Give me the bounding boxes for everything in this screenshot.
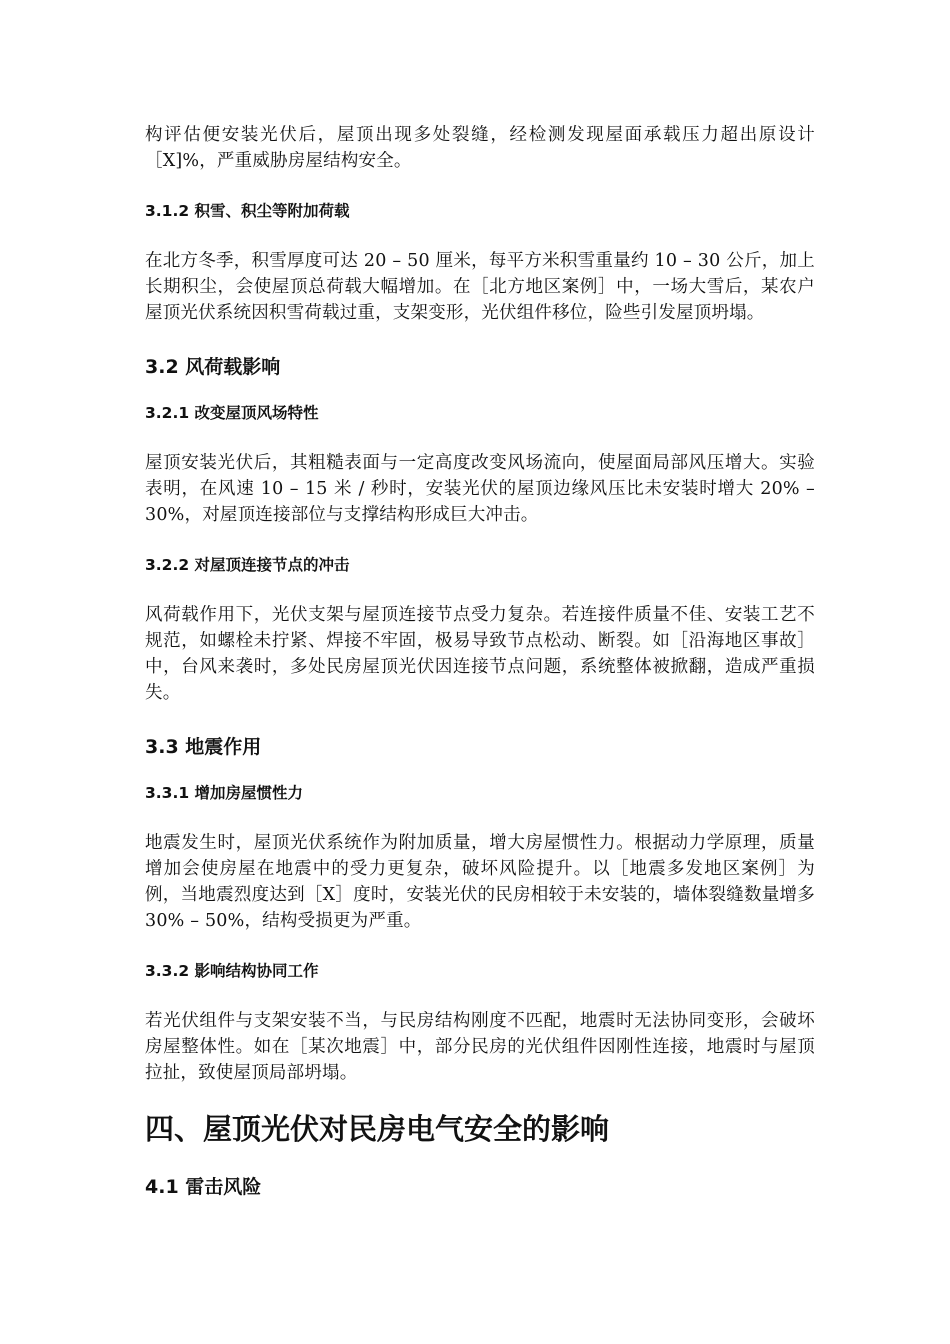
paragraph-3-2-2: 风荷载作用下，光伏支架与屋顶连接节点受力复杂。若连接件质量不佳、安装工艺不规范，如螺栓未拧紧、焊接不牢固，极易导致节点松动、断裂。如［沿海地区事故］中，台风来袭时，多处民房屋顶光伏因连接节点问题，系统整体被掀翻，造成严重损失。	[145, 605, 815, 703]
paragraph-3-1-2: 在北方冬季，积雪厚度可达 20 – 50 厘米，每平方米积雪重量约 10 – 30 公斤，加上长期积尘，会使屋顶总荷载大幅增加。在［北方地区案例］中，一场大雪后，某农户屋顶光伏系统因积雪荷载过重，支架变形，光伏组件移位，险些引发屋顶坍塌。	[145, 251, 815, 323]
heading-4-1: 4.1 雷击风险	[145, 1176, 262, 1198]
heading-3-2: 3.2 风荷载影响	[145, 356, 281, 378]
paragraph-3-3-1: 地震发生时，屋顶光伏系统作为附加质量，增大房屋惯性力。根据动力学原理，质量增加会使房屋在地震中的受力更复杂，破坏风险提升。以［地震多发地区案例］为例，当地震烈度达到［X］度时，安装光伏的民房相较于未安装的，墙体裂缝数量增多 30% – 50%，结构受损更为严重。	[145, 833, 815, 931]
paragraph-intro: 构评估便安装光伏后，屋顶出现多处裂缝，经检测发现屋面承载压力超出原设计［X]%，严重威胁房屋结构安全。	[145, 125, 815, 171]
heading-3-1-2: 3.1.2 积雪、积尘等附加荷载	[145, 202, 350, 220]
section-4-title: 四、屋顶光伏对民房电气安全的影响	[145, 1112, 610, 1146]
paragraph-3-3-2: 若光伏组件与支架安装不当，与民房结构刚度不匹配，地震时无法协同变形，会破坏房屋整体性。如在［某次地震］中，部分民房的光伏组件因刚性连接，地震时与屋顶拉扯，致使屋顶局部坍塌。	[145, 1011, 815, 1083]
heading-3-3: 3.3 地震作用	[145, 736, 262, 758]
heading-3-3-1: 3.3.1 增加房屋惯性力	[145, 784, 304, 802]
heading-3-2-1: 3.2.1 改变屋顶风场特性	[145, 404, 319, 422]
heading-3-2-2: 3.2.2 对屋顶连接节点的冲击	[145, 556, 350, 574]
heading-3-3-2: 3.3.2 影响结构协同工作	[145, 962, 319, 980]
document-page	[145, 122, 815, 1200]
paragraph-3-2-1: 屋顶安装光伏后，其粗糙表面与一定高度改变风场流向，使屋面局部风压增大。实验表明，在风速 10 – 15 米 / 秒时，安装光伏的屋顶边缘风压比未安装时增大 20% – 30%，对屋顶连接部位与支撑结构形成巨大冲击。	[145, 453, 815, 525]
